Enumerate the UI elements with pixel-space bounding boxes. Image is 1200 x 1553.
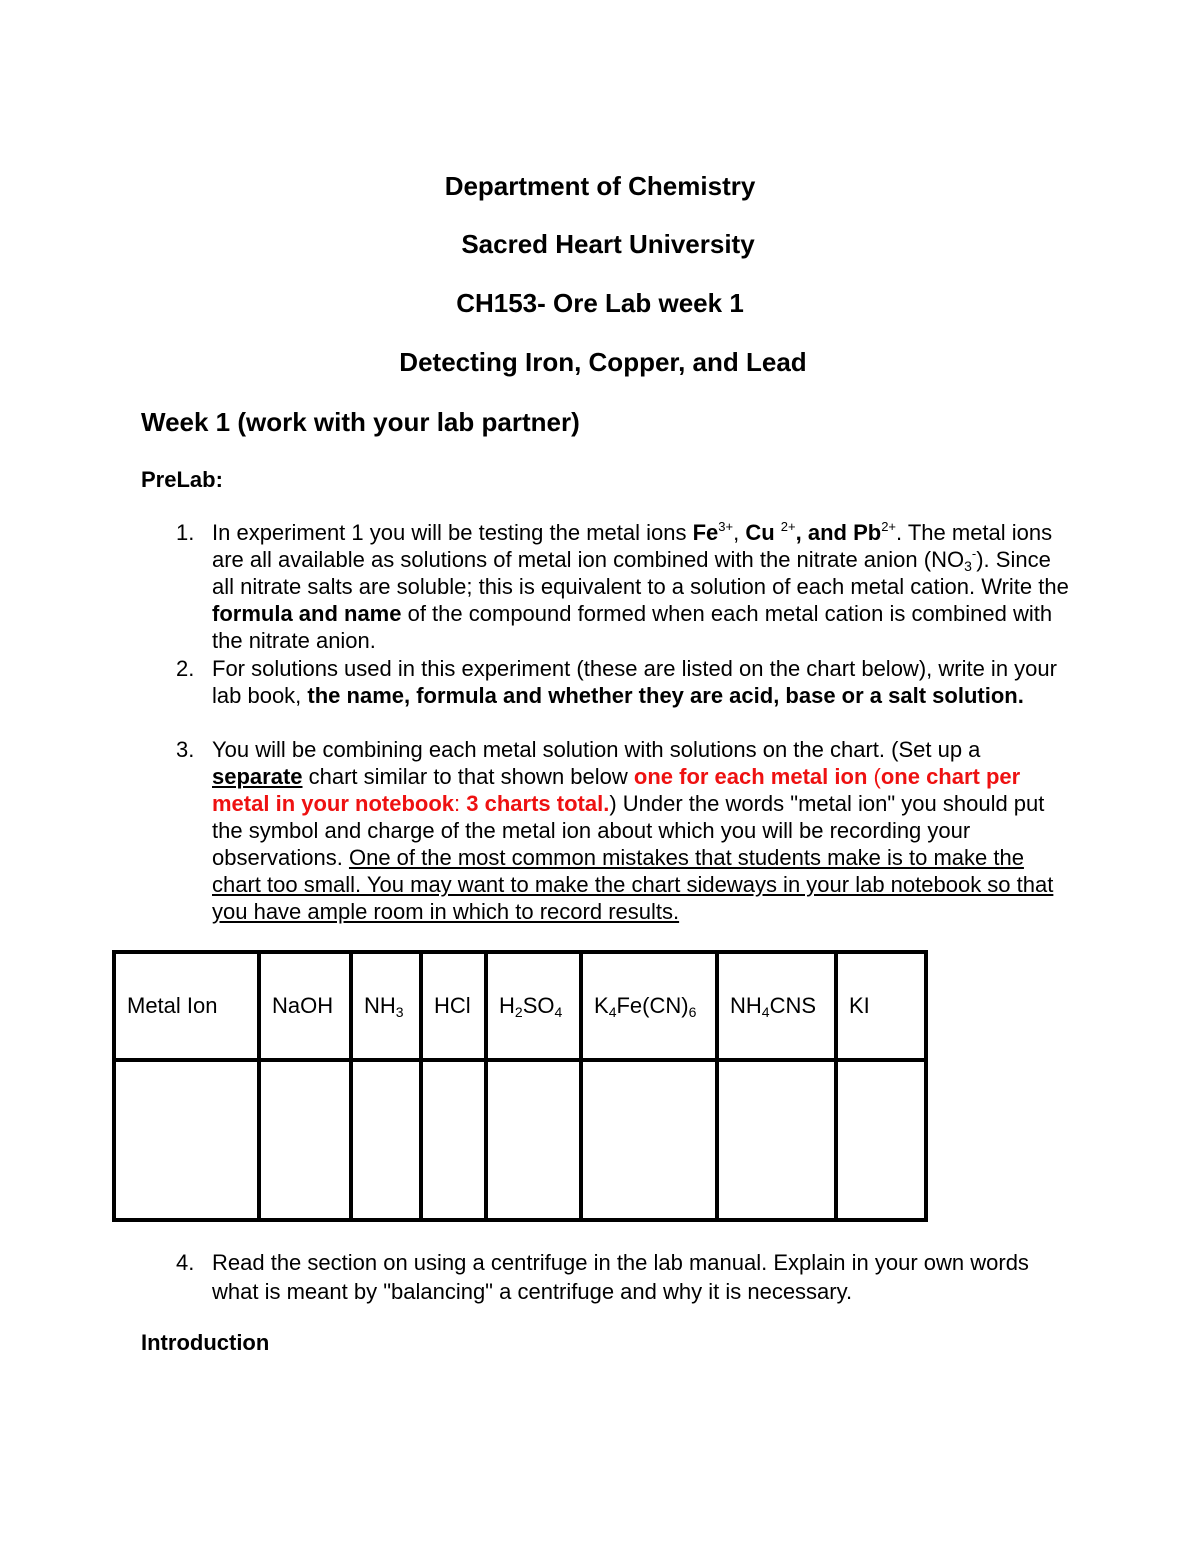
- col-k4fecn6: $K_4Fe(CN)_6$: [581, 952, 717, 1060]
- list-item-text: For solutions used in this experiment (these are listed on the chart below), write in your lab book, the name, formula and whether they are acid, base or a salt solution.: [212, 656, 1057, 708]
- list-item-text: You will be combining each metal solution with solutions on the chart. (Set up a separate chart similar to that shown below one for each metal ion (one chart per metal in your notebook: 3 charts total.) Under the words "metal ion" you should put the symbol and charge of the metal ion about which you will be recording your observations. One of the most common mistakes that students make is to make the chart too small. You may want to make the chart sideways in your lab notebook so that you have ample room in which to record results.: [212, 737, 1054, 924]
- col-nh3: $NH_3$: [351, 952, 421, 1060]
- separate-emphasis: separate: [212, 764, 303, 789]
- prelab-label: PreLab:: [141, 467, 223, 492]
- col-hcl: HCl: [421, 952, 486, 1060]
- chart-size-warning: One of the most common mistakes that students make is to make the chart too small. You may want to make the chart sideways in your lab notebook so that you have ample room in which to record results.: [212, 845, 1054, 924]
- empty-cell: [836, 1060, 926, 1220]
- department-title: Department of Chemistry: [444, 171, 756, 201]
- empty-cell: [114, 1060, 259, 1220]
- list-number: 3.: [176, 737, 195, 762]
- empty-cell: [581, 1060, 717, 1220]
- list-item-text: In experiment 1 you will be testing the metal ions $Fe^{3+}$, Cu $^{2+}$, and $Pb^{2+}$. The metal ions are all available as solutions of metal ion combined with the nitrate anion $(NO_3^-)$. Since all nitrate salts are soluble; this is equivalent to a solution of each metal cation. Write the formula and name of the compound formed when each metal cation is combined with the nitrate anion.: [212, 519, 1069, 653]
- list-number: 1.: [176, 520, 195, 545]
- metal-ion-chart: [112, 950, 928, 1222]
- lab-title: Detecting Iron, Copper, and Lead: [399, 347, 807, 377]
- empty-cell: [421, 1060, 486, 1220]
- col-nh4cns: $NH_4CNS$: [717, 952, 836, 1060]
- chart-empty-row: [114, 1060, 926, 1220]
- col-metal-ion: Metal Ion: [114, 952, 259, 1060]
- introduction-heading: Introduction: [141, 1330, 270, 1355]
- list-number: 4.: [176, 1250, 195, 1275]
- empty-cell: [259, 1060, 351, 1220]
- course-title: CH153- Ore Lab week 1: [456, 288, 744, 318]
- col-ki: KI: [836, 952, 926, 1060]
- col-h2so4: $H_2SO_4$: [486, 952, 581, 1060]
- chart-header-row: [114, 952, 926, 1060]
- empty-cell: [351, 1060, 421, 1220]
- col-naoh: NaOH: [259, 952, 351, 1060]
- empty-cell: [717, 1060, 836, 1220]
- university-title: Sacred Heart University: [461, 229, 755, 259]
- list-number: 2.: [176, 656, 195, 681]
- list-item-text: Read the section on using a centrifuge in the lab manual. Explain in your own words what is meant by "balancing" a centrifuge and why it is necessary.: [212, 1250, 1029, 1304]
- week-heading: Week 1 (work with your lab partner): [141, 407, 580, 437]
- empty-cell: [486, 1060, 581, 1220]
